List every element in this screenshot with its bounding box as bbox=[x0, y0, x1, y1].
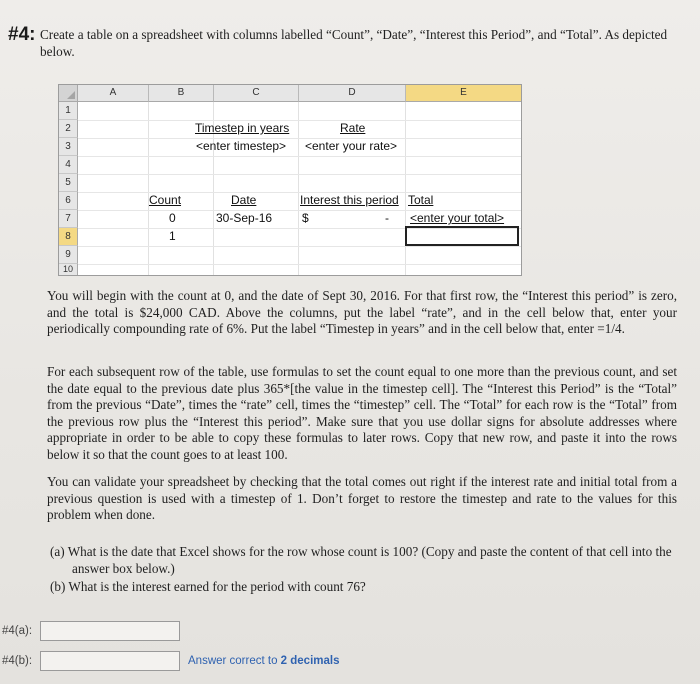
instructions-paragraph-3: You can validate your spreadsheet by checking that the total comes out right if the interest rate and initial total from a previous question is used with a timestep of 1. Don’t forget to restore the timestep and rate to the values for this problem when done. bbox=[47, 474, 677, 522]
question-a: (a) What is the date that Excel shows for the row whose count is 100? (Copy and paste the content of that cell into the answer box below.) bbox=[50, 544, 672, 576]
answer-b-input[interactable] bbox=[40, 651, 180, 671]
cell-d7-dash: - bbox=[385, 211, 389, 225]
select-all-corner bbox=[59, 85, 78, 102]
cell-c6: Date bbox=[231, 193, 257, 207]
gridline bbox=[405, 102, 406, 275]
cell-c3: <enter timestep> bbox=[196, 139, 287, 153]
instructions-paragraph-2: For each subsequent row of the table, use formulas to set the count equal to one more than the previous count, and set the date equal to the previous date plus 365*[the value in the timestep cell]. The “Interest this Period” is the “Total” from the previous “Date”, times the “rate” cell, times the “timestep” cell. The “Total” for each row is the “Total” from the previous row plus the “Interest this period”. Make sure that you use dollar signs for absolute addresses where appropriate in order to be able to copy these formulas to later rows. Copy that new row, and paste it into the rows below it so that the count goes to at least 100. bbox=[47, 364, 677, 462]
cell-b7: 0 bbox=[169, 211, 176, 225]
row-header-7: 7 bbox=[59, 210, 78, 228]
cell-e7: <enter your total> bbox=[410, 211, 505, 225]
cell-d3: <enter your rate> bbox=[305, 139, 398, 153]
column-header-b: B bbox=[149, 85, 214, 102]
question-b: (b) What is the interest earned for the period with count 76? bbox=[50, 579, 366, 594]
answer-hint-prefix: Answer correct to bbox=[188, 655, 281, 667]
gridline bbox=[78, 264, 521, 265]
spreadsheet-image bbox=[58, 84, 522, 276]
selected-cell-e8 bbox=[405, 226, 519, 246]
row-header-6: 6 bbox=[59, 192, 78, 210]
row-header-3: 3 bbox=[59, 138, 78, 156]
answer-hint bbox=[188, 655, 340, 667]
question-intro: Create a table on a spreadsheet with columns labelled “Count”, “Date”, “Interest this Period”, and “Total”. As depicted below. bbox=[40, 27, 668, 59]
column-header-d: D bbox=[299, 85, 406, 102]
gridline bbox=[78, 156, 521, 157]
column-header-e: E bbox=[406, 85, 522, 102]
answer-b-label: #4(b): bbox=[2, 655, 33, 667]
gridline bbox=[148, 102, 149, 275]
row-header-10: 10 bbox=[59, 264, 78, 276]
gridline bbox=[78, 120, 521, 121]
cell-e6: Total bbox=[408, 193, 434, 207]
row-header-5: 5 bbox=[59, 174, 78, 192]
answer-a-input[interactable] bbox=[40, 621, 180, 641]
instructions-paragraph-1: You will begin with the count at 0, and the date of Sept 30, 2016. For that first row, the “Interest this period” is zero, and the total is $24,000 CAD. Above the columns, put the label “rate”, and in the cell below that, enter your periodically compounding rate of 6%. Put the label “Timestep in years” and in the cell below that, enter =1/4. bbox=[47, 288, 677, 336]
cell-c7: 30-Sep-16 bbox=[216, 211, 273, 225]
cell-b6: Count bbox=[149, 193, 182, 207]
cell-d2: Rate bbox=[340, 121, 366, 135]
gridline bbox=[78, 174, 521, 175]
answer-hint-decimals: 2 decimals bbox=[280, 655, 340, 667]
gridline bbox=[78, 246, 521, 247]
column-header-c: C bbox=[214, 85, 299, 102]
row-header-8: 8 bbox=[59, 228, 78, 246]
column-header-a: A bbox=[78, 85, 149, 102]
row-header-2: 2 bbox=[59, 120, 78, 138]
gridline bbox=[298, 102, 299, 275]
question-number: #4: bbox=[8, 24, 36, 45]
row-header-4: 4 bbox=[59, 156, 78, 174]
row-header-1: 1 bbox=[59, 102, 78, 120]
row-header-9: 9 bbox=[59, 246, 78, 264]
cell-d7-dollar: $ bbox=[302, 211, 309, 225]
cell-c2: Timestep in years bbox=[195, 121, 290, 135]
answer-a-label: #4(a): bbox=[2, 625, 33, 637]
gridline bbox=[78, 138, 521, 139]
cell-b8: 1 bbox=[169, 229, 176, 243]
cell-d6: Interest this period bbox=[300, 193, 399, 207]
